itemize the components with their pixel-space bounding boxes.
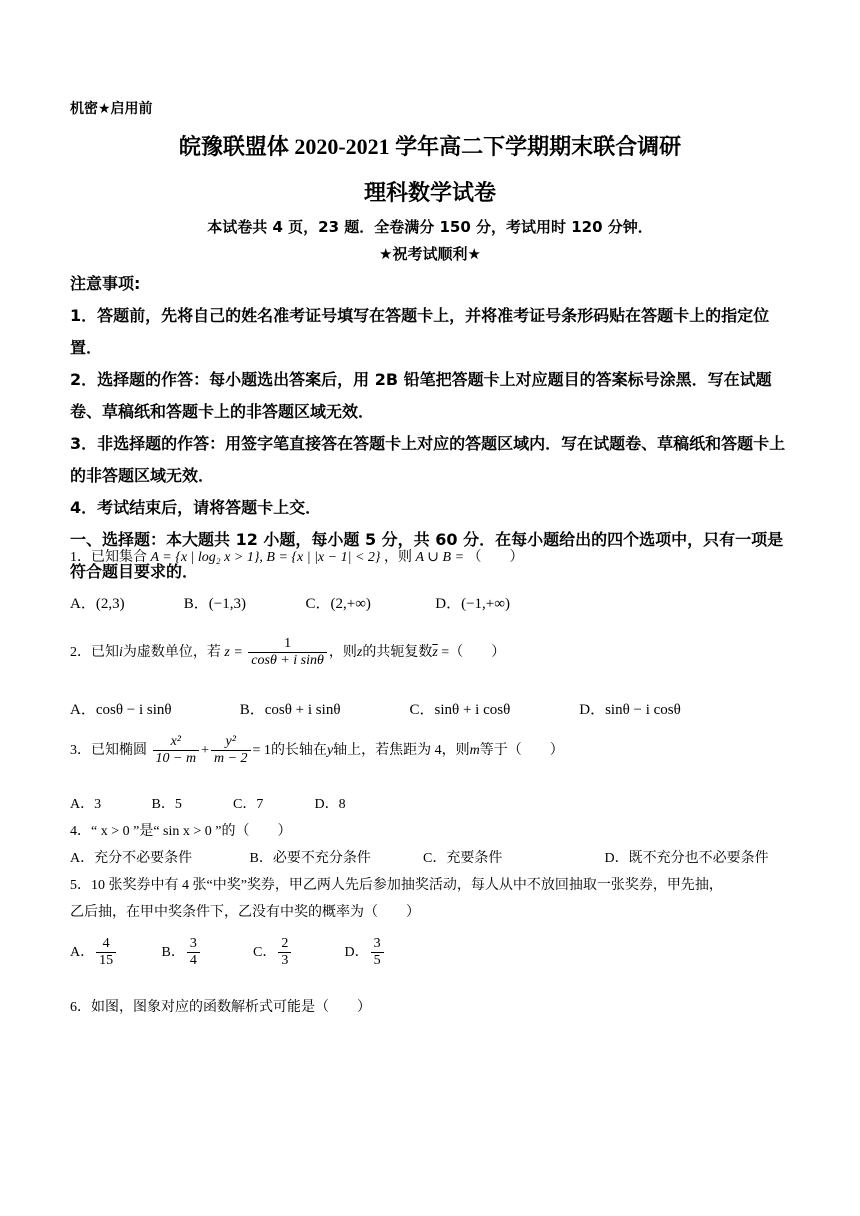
q5-option-b[interactable]: [162, 936, 250, 970]
question-2: [70, 636, 505, 670]
q4-option-d[interactable]: D．既不充分也不必要条件: [604, 851, 769, 866]
q2-option-b[interactable]: B．cosθ + i sinθ: [239, 702, 341, 718]
q1-expr: A ∪ B =: [415, 550, 465, 565]
q1-option-d[interactable]: D．(−1,+∞): [435, 596, 510, 612]
q5-d-den: 5: [371, 952, 384, 970]
q2-tail: =（ ）: [437, 645, 506, 661]
q3-fraction-x: [153, 734, 200, 768]
q3-eq: = 1: [252, 743, 271, 759]
q5-c-num: 2: [281, 936, 289, 951]
exam-subtitle: 理科数学试卷: [363, 180, 496, 205]
q1-option-a[interactable]: A．(2,3): [70, 596, 125, 612]
q5-a-den: 15: [96, 952, 116, 970]
q1-options: [70, 592, 510, 613]
q1-option-b[interactable]: B．(−1,3): [183, 596, 246, 612]
q3-option-c[interactable]: C．7: [233, 797, 264, 812]
q1-option-c[interactable]: C．(2,+∞): [305, 596, 371, 612]
q3-den-y: m − 2: [211, 750, 251, 768]
q3-den-x: 10 − m: [153, 750, 200, 768]
q2-fraction: [248, 636, 327, 670]
notice-item-1: 1．答题前，先将自己的姓名准考证号填写在答题卡上，并将准考证号条形码贴在答题卡上的指定位置．: [70, 306, 770, 357]
q5-options: [70, 936, 386, 970]
question-3: [70, 734, 564, 768]
q5-option-c[interactable]: [253, 936, 341, 970]
q3-plus: +: [201, 743, 209, 759]
q2-numerator: 1: [284, 636, 292, 651]
question-4: 4．“ x > 0 ”是“ sin x > 0 ”的（ ）: [70, 824, 292, 839]
q5-option-c-label: C．: [253, 945, 277, 961]
q5-option-d-fraction: [371, 936, 384, 970]
q4-options: [70, 847, 769, 867]
q5-option-c-fraction: [278, 936, 291, 970]
q3-tail: 等于（ ）: [479, 743, 564, 759]
q3-num-x: x²: [170, 734, 181, 749]
q3-prefix: 3．已知椭圆: [70, 743, 147, 759]
q1-suffix: ，则: [384, 550, 412, 565]
q5-option-a[interactable]: [70, 936, 158, 970]
q5-option-b-fraction: [187, 936, 200, 970]
q5-b-den: 4: [187, 952, 200, 970]
q2-zbar: $\overline{z}$: [432, 645, 438, 661]
q1-prefix: 1．已知集合: [70, 550, 147, 565]
secret-label: 机密★启用前: [70, 101, 153, 117]
notice-heading: 注意事项:: [70, 274, 141, 293]
q1-sets: A = {x | log₂ x > 1}, B = {x | |x − 1| < 2}: [150, 550, 381, 565]
q5-c-den: 3: [278, 952, 291, 970]
q2-mid: 为虚数单位，若: [122, 645, 221, 661]
q5-option-d-label: D．: [344, 945, 369, 961]
q5-a-num: 4: [102, 936, 110, 951]
exam-info: 本试卷共 4 页，23 题．全卷满分 150 分，考试用时 120 分钟．: [207, 218, 653, 236]
q2-mid3: 的共轭复数: [362, 645, 433, 661]
q2-denominator: cosθ + i sinθ: [248, 652, 327, 670]
q5-option-a-fraction: [96, 936, 116, 970]
q2-z-eq: z =: [224, 645, 243, 661]
question-1: [70, 546, 524, 566]
q3-num-y: y²: [225, 734, 236, 749]
q2-option-a[interactable]: A．cosθ − i sinθ: [70, 702, 172, 718]
q2-option-d[interactable]: D．sinθ − i cosθ: [579, 702, 681, 718]
q3-mid2: 轴上，若焦距为 4，则: [333, 743, 470, 759]
q2-z: z: [356, 645, 363, 661]
exam-title: 皖豫联盟体 2020-2021 学年高二下学期期末联合调研: [178, 134, 682, 159]
q3-option-d[interactable]: D．8: [314, 797, 346, 812]
q4-option-a[interactable]: A．充分不必要条件: [70, 851, 193, 866]
q5-option-b-label: B．: [161, 945, 185, 961]
q3-mid: 的长轴在: [270, 743, 327, 759]
q3-y: y: [326, 743, 334, 759]
q1-paren: （ ）: [467, 550, 524, 565]
q5-d-num: 3: [373, 936, 381, 951]
q5-b-num: 3: [189, 936, 197, 951]
q2-options: [70, 698, 681, 719]
q5-option-d[interactable]: [345, 936, 386, 970]
notice-item-4: 4．考试结束后，请将答题卡上交．: [70, 498, 322, 517]
section1-heading: 一、选择题：本大题共 12 小题，每小题 5 分，共 60 分．在每小题给出的四个选项中，只有一项是符合题目要求的．: [70, 530, 784, 581]
notice-section: [70, 268, 792, 588]
q3-options: [70, 793, 346, 813]
q2-mid2: ，则: [328, 645, 357, 661]
q3-option-b[interactable]: B．5: [151, 797, 182, 812]
question-5-line-2: 乙后抽，在甲中奖条件下，乙没有中奖的概率为（ ）: [70, 905, 420, 920]
notice-item-3: 3．非选择题的作答：用签字笔直接答在答题卡上对应的答题区域内．写在试题卷、草稿纸和答题卡上的非答题区域无效．: [70, 434, 786, 485]
question-5-line-1: 5．10 张奖券中有 4 张“中奖”奖券，甲乙两人先后参加抽奖活动，每人从中不放回抽取一张奖券，甲先抽，: [70, 878, 723, 893]
q2-prefix: 2．已知: [70, 645, 119, 661]
q3-option-a[interactable]: A．3: [70, 797, 102, 812]
q4-option-c[interactable]: C．充要条件: [423, 851, 503, 866]
question-6: 6．如图，图象对应的函数解析式可能是（ ）: [70, 1000, 371, 1015]
q3-fraction-y: [211, 734, 251, 768]
q3-m: m: [469, 743, 480, 759]
q4-option-b[interactable]: B．必要不充分条件: [249, 851, 371, 866]
q2-option-c[interactable]: C．sinθ + i cosθ: [409, 702, 511, 718]
q2-i: i: [119, 645, 123, 661]
exam-wish: ★祝考试顺利★: [379, 245, 481, 263]
notice-item-2: 2．选择题的作答：每小题选出答案后，用 2B 铅笔把答题卡上对应题目的答案标号涂黑．写在试题卷、草稿纸和答题卡上的非答题区域无效．: [70, 370, 772, 421]
q5-option-a-label: A．: [70, 945, 95, 961]
